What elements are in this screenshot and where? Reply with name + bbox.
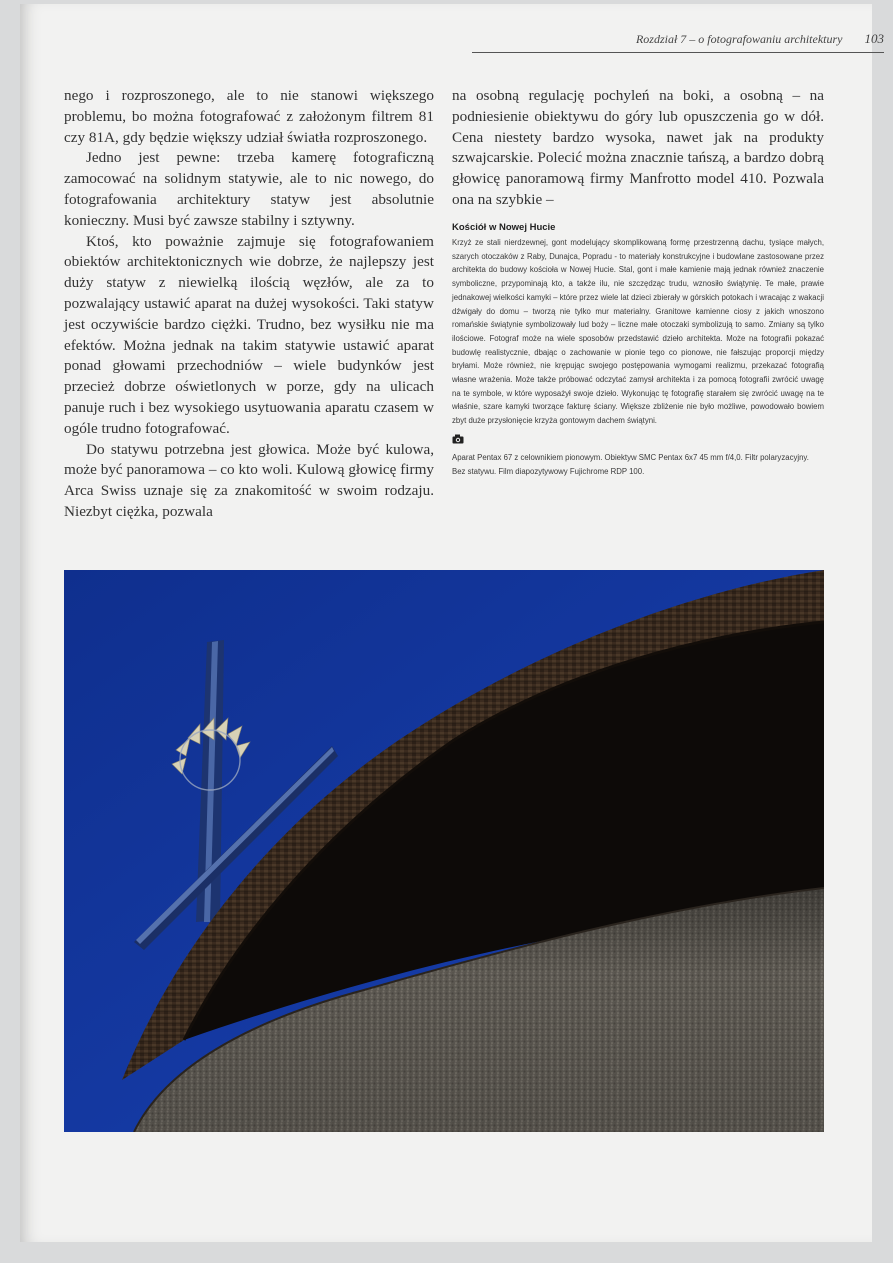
caption-body: Krzyż ze stali nierdzewnej, gont modelujący skomplikowaną formę przestrzenną dachu, tysiące małych, szarych otoczaków z Raby, Dunajca, Popradu - to materiały konstrukcyjne i budowlane zastosowane przez architekta do budowy kościoła w Nowej Hucie. Stal, gont i małe kamienie mają jednak również znaczenie symboliczne, przypominają kto, a także ilu, nie szczędząc trudu, wznosiło świątynię. Te małe, prawie jednakowej wielkości kamyki – które przez wiele lat dzieci zbierały w górskich potokach i wracając z wakacji dźwigały do domu – tworzą nie tylko mur materialny. Granitowe kamienne ciosy z jakich wnoszono romańskie świątynie symbolizowały lud boży – liczne małe otoczaki symbolizują to samo. Zmiany są tylko ilościowe. Fotograf może na wiele sposobów przedstawić dzieło architekta. Może na fotografii pokazać budowlę realistycznie, dbając o zachowanie w pionie tego co pionowe, nie fałszując proporcji między bryłami. Może również, nie krępując swojego postępowania wymogami realizmu, przekazać fotografią własne wrażenia. Może także próbować odczytać zamysł architekta i za pomocą fotografii zwrócić uwagę na te symbole, w które wyposażył swoje dzieło. Wykonując tę fotografię starałem się zwrócić uwagę na te właśnie, szare kamyki tworzące fakturę ściany. Większe zbliżenie nie było możliwe, powodowało bowiem zbyt duże przysłonięcie krzyża gontowym dachem świątyni.: [452, 238, 824, 426]
chapter-title: Rozdział 7 – o fotografowaniu architektury: [635, 32, 843, 46]
caption-technical: Aparat Pentax 67 z celownikiem pionowym. Obiektyw SMC Pentax 6x7 45 mm f/4,0. Filtr polaryzacyjny. Bez statywu. Film diapozytywowy Fujichrome RDP 100.: [452, 452, 809, 476]
paragraph: Jedno jest pewne: trzeba kamerę fotograficzną zamocować na solidnym statywie, ale to nic nowego, do fotografowania architektury statyw jest absolutnie konieczny. Musi być zawsze stabilny i sztywny.: [64, 149, 434, 229]
right-text-column: [452, 86, 824, 211]
photo-church-nowa-huta: [64, 570, 824, 1132]
paragraph: nego i rozproszonego, ale to nie stanowi większego problemu, bo można fotografować z założonym filtrem 81 czy 81A, gdy będzie większy udział światła rozproszonego.: [64, 87, 434, 146]
paragraph: na osobną regulację pochyleń na boki, a osobną – na podniesienie obiektywu do góry lub opuszczenia go w dół. Cena niestety bardzo wysoka, nawet jak na produkty szwajcarskie. Polecić można znacznie tańszą, a bardzo dobrą głowicę panoramową firmy Manfrotto model 410. Pozwala ona na szybkie –: [452, 87, 824, 208]
paragraph: Do statywu potrzebna jest głowica. Może być kulowa, może być panoramowa – co kto woli. Kulową głowicę firmy Arca Swiss uznaje się za znakomitość w swoim rodzaju. Niezbyt ciężka, pozwala: [64, 440, 434, 520]
page-number: 103: [864, 31, 884, 46]
camera-icon: [452, 434, 464, 444]
running-header: [472, 30, 884, 53]
paragraph: Ktoś, kto poważnie zajmuje się fotografowaniem obiektów architektonicznych wie dobrze, że najlepszy jest duży statyw z niewielką ilością węzłów, ale za to pozwalający ustawić aparat na dużej wysokości. Taki statyw jest oczywiście bardzo ciężki. Trudno, bez wysiłku nie ma efektów. Można jednak na takim statywie ustawić aparat ponad głowami przechodniów – wiele budynków jest przecież dobrze oświetlonych w porze, gdy na ulicach panuje ruch i bez wysokiego usytuowania aparatu czasem w ogóle trudno fotografować.: [64, 232, 434, 437]
caption-title: Kościół w Nowej Hucie: [452, 222, 556, 233]
photo-caption: [452, 222, 824, 478]
left-text-column: [64, 86, 434, 523]
